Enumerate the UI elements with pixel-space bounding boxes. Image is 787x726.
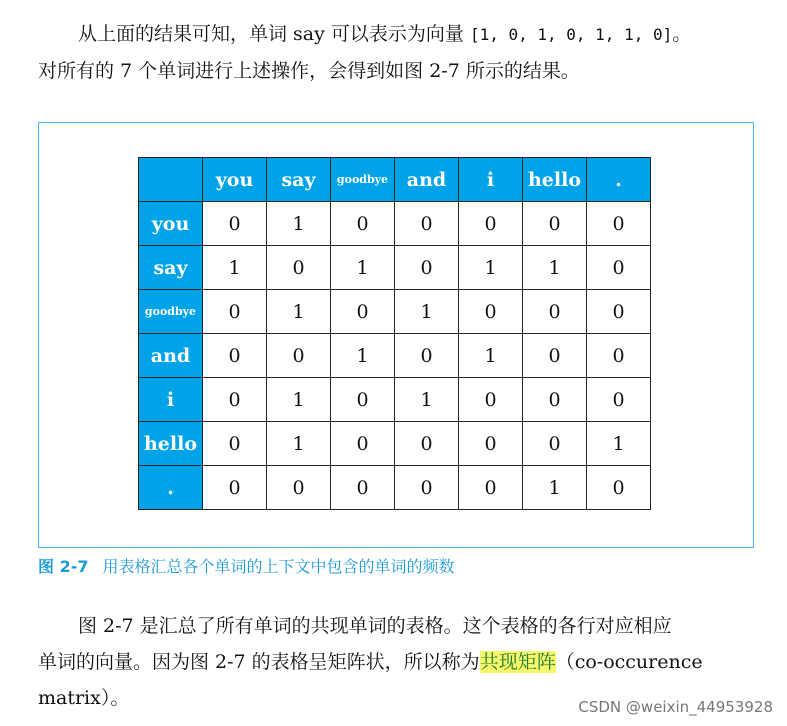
col-header: hello bbox=[523, 158, 587, 202]
table-cell: 0 bbox=[331, 422, 395, 466]
table-cell: 1 bbox=[395, 290, 459, 334]
table-cell: 0 bbox=[523, 378, 587, 422]
table-cell: 1 bbox=[523, 246, 587, 290]
table-cell: 0 bbox=[459, 378, 523, 422]
row-header: . bbox=[139, 466, 203, 510]
table-cell: 0 bbox=[331, 466, 395, 510]
col-header: i bbox=[459, 158, 523, 202]
intro-line2: 对所有的 7 个单词进行上述操作，会得到如图 2-7 所示的结果。 bbox=[38, 60, 580, 82]
table-cell: 1 bbox=[267, 202, 331, 246]
row-header: and bbox=[139, 334, 203, 378]
col-header: you bbox=[203, 158, 267, 202]
table-cell: 0 bbox=[587, 334, 651, 378]
table-cell: 0 bbox=[523, 202, 587, 246]
table-cell: 1 bbox=[459, 246, 523, 290]
col-header: and bbox=[395, 158, 459, 202]
table-row bbox=[139, 334, 651, 378]
table-row bbox=[139, 202, 651, 246]
table-cell: 0 bbox=[203, 334, 267, 378]
table-row bbox=[139, 466, 651, 510]
table-cell: 0 bbox=[395, 334, 459, 378]
highlighted-term: 共现矩阵 bbox=[479, 651, 556, 673]
row-header: you bbox=[139, 202, 203, 246]
table-row bbox=[139, 246, 651, 290]
caption-text: 用表格汇总各个单词的上下文中包含的单词的频数 bbox=[102, 557, 455, 576]
table-cell: 0 bbox=[523, 422, 587, 466]
figure-caption bbox=[38, 554, 455, 577]
table-cell: 0 bbox=[267, 334, 331, 378]
table-cell: 1 bbox=[267, 422, 331, 466]
table-cell: 0 bbox=[459, 202, 523, 246]
table-cell: 0 bbox=[203, 466, 267, 510]
table-cell: 1 bbox=[523, 466, 587, 510]
watermark: CSDN @weixin_44953928 bbox=[578, 698, 773, 716]
table-cell: 0 bbox=[331, 202, 395, 246]
table-cell: 0 bbox=[395, 202, 459, 246]
table-row bbox=[139, 378, 651, 422]
table-cell: 0 bbox=[331, 378, 395, 422]
table-cell: 0 bbox=[331, 290, 395, 334]
table-cell: 0 bbox=[395, 466, 459, 510]
table-cell: 0 bbox=[523, 290, 587, 334]
intro-end: 。 bbox=[672, 23, 692, 45]
say-vector: [1, 0, 1, 0, 1, 1, 0] bbox=[469, 25, 673, 44]
table-cell: 0 bbox=[587, 202, 651, 246]
table-cell: 1 bbox=[203, 246, 267, 290]
table-cell: 1 bbox=[267, 378, 331, 422]
table-cell: 0 bbox=[395, 246, 459, 290]
table-cell: 1 bbox=[395, 378, 459, 422]
row-header: i bbox=[139, 378, 203, 422]
row-header: goodbye bbox=[139, 290, 203, 334]
row-header: hello bbox=[139, 422, 203, 466]
caption-number: 图 2-7 bbox=[38, 557, 89, 576]
col-header: goodbye bbox=[331, 158, 395, 202]
table-cell: 0 bbox=[587, 466, 651, 510]
table-cell: 0 bbox=[395, 422, 459, 466]
explain-line3: matrix）。 bbox=[38, 687, 130, 709]
table-cell: 0 bbox=[203, 378, 267, 422]
table-cell: 1 bbox=[331, 246, 395, 290]
table-corner-cell bbox=[139, 158, 203, 202]
table-cell: 0 bbox=[203, 290, 267, 334]
table-cell: 0 bbox=[267, 466, 331, 510]
row-header: say bbox=[139, 246, 203, 290]
table-cell: 0 bbox=[459, 422, 523, 466]
table-cell: 1 bbox=[459, 334, 523, 378]
table-cell: 0 bbox=[203, 422, 267, 466]
table-cell: 0 bbox=[267, 246, 331, 290]
table-cell: 0 bbox=[203, 202, 267, 246]
table-header-row bbox=[139, 158, 651, 202]
paragraph-intro bbox=[38, 16, 763, 89]
cooccurrence-table bbox=[138, 157, 651, 510]
explain-line2-end: （co-occurence bbox=[555, 651, 703, 673]
table-cell: 1 bbox=[587, 422, 651, 466]
table-cell: 0 bbox=[587, 290, 651, 334]
table-cell: 1 bbox=[267, 290, 331, 334]
col-header: . bbox=[587, 158, 651, 202]
table-cell: 0 bbox=[459, 466, 523, 510]
table-row bbox=[139, 290, 651, 334]
table-cell: 0 bbox=[587, 378, 651, 422]
col-header: say bbox=[267, 158, 331, 202]
table-row bbox=[139, 422, 651, 466]
table-cell: 1 bbox=[331, 334, 395, 378]
explain-line1: 图 2-7 是汇总了所有单词的共现单词的表格。这个表格的各行对应相应 bbox=[78, 615, 672, 637]
table-cell: 0 bbox=[523, 334, 587, 378]
table-cell: 0 bbox=[459, 290, 523, 334]
table-cell: 0 bbox=[587, 246, 651, 290]
intro-text: 从上面的结果可知，单词 say 可以表示为向量 bbox=[78, 23, 470, 45]
explain-line2: 单词的向量。因为图 2-7 的表格呈矩阵状，所以称为 bbox=[38, 651, 480, 673]
